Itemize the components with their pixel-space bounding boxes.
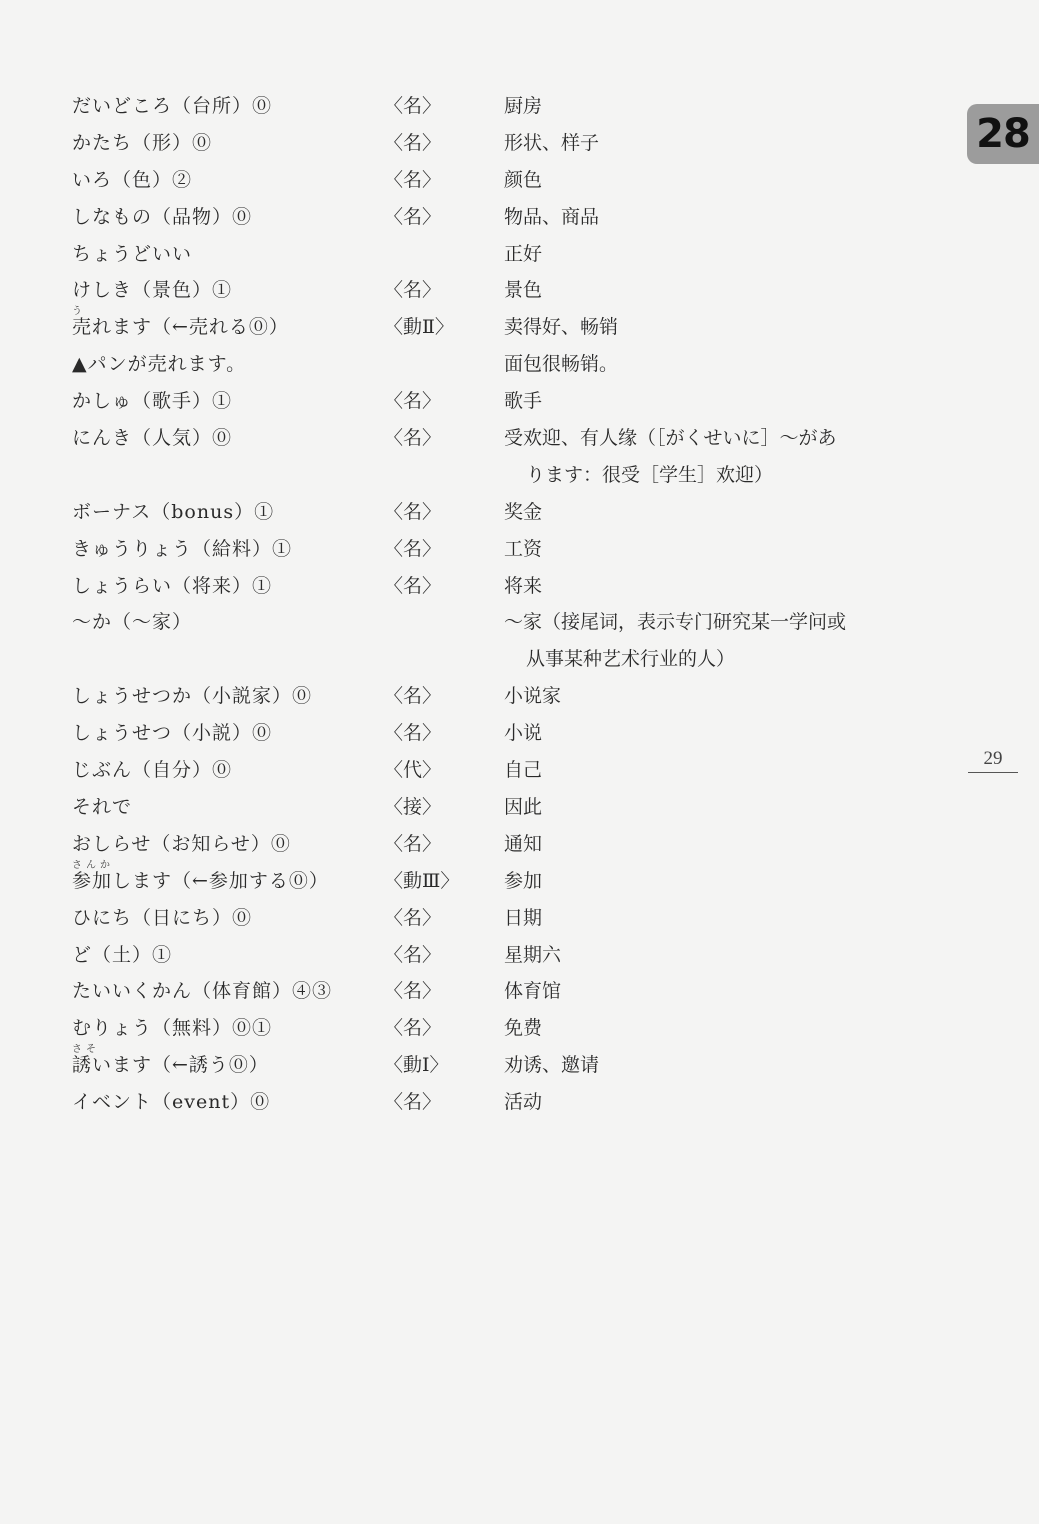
vocab-entry	[72, 494, 932, 531]
lesson-number-tab: 28	[967, 104, 1039, 164]
meaning-text: 通知	[504, 832, 543, 855]
vocab-word: じぶん（自分）⓪	[72, 759, 233, 782]
part-of-speech: 〈名〉	[384, 906, 442, 929]
vocab-meaning	[504, 715, 914, 752]
part-of-speech: 〈動Ⅱ〉	[384, 316, 454, 339]
vocab-meaning	[504, 272, 914, 309]
meaning-continuation: ります：很受［学生］欢迎）	[526, 463, 774, 486]
vocab-entry	[72, 937, 932, 974]
part-of-speech: 〈名〉	[384, 1091, 442, 1114]
meaning-text: 奖金	[504, 500, 543, 523]
vocab-word: しょうせつか（小説家）⓪	[72, 685, 313, 708]
word-with-furigana	[72, 306, 289, 346]
vocab-meaning	[504, 863, 914, 900]
vocab-word: かしゅ（歌手）①	[72, 390, 233, 413]
meaning-text: 颜色	[504, 168, 543, 191]
meaning-text: 体育馆	[504, 980, 562, 1003]
part-of-speech: 〈名〉	[384, 205, 442, 228]
vocab-entry	[72, 125, 932, 162]
part-of-speech: 〈名〉	[384, 1017, 442, 1040]
vocab-word: たいいくかん（体育館）④③	[72, 980, 333, 1003]
vocab-meaning	[504, 531, 914, 568]
page-number: 29	[983, 748, 1003, 769]
part-of-speech: 〈名〉	[384, 685, 442, 708]
vocab-meaning	[504, 199, 914, 236]
vocab-word: それで	[72, 795, 133, 818]
part-of-speech: 〈代〉	[384, 759, 442, 782]
meaning-text: 小说	[504, 722, 543, 745]
vocab-entry	[72, 88, 932, 125]
vocab-meaning	[504, 346, 914, 383]
vocab-word: いろ（色）②	[72, 168, 193, 191]
meaning-text: 劝诱、邀请	[504, 1054, 600, 1077]
vocab-entry	[72, 162, 932, 199]
meaning-text: 因此	[504, 795, 543, 818]
vocab-word: むりょう（無料）⓪①	[72, 1017, 273, 1040]
meaning-text: 日期	[504, 906, 543, 929]
meaning-text: 形状、样子	[504, 131, 600, 154]
meaning-text: 星期六	[504, 943, 562, 966]
vocab-word: ど（土）①	[72, 943, 173, 966]
vocab-word	[72, 306, 289, 346]
meaning-text: 免费	[504, 1017, 543, 1040]
meaning-text: ～家（接尾词，表示专门研究某一学问或	[504, 611, 847, 634]
word-text: 売れます（←売れる⓪）	[72, 316, 289, 339]
vocab-entry	[72, 826, 932, 863]
part-of-speech: 〈名〉	[384, 537, 442, 560]
page-number-rule	[968, 772, 1018, 773]
vocab-entry	[72, 531, 932, 568]
meaning-text: 景色	[504, 279, 543, 302]
vocab-entry	[72, 420, 932, 494]
part-of-speech: 〈名〉	[384, 427, 442, 450]
part-of-speech: 〈接〉	[384, 795, 442, 818]
vocab-meaning	[504, 420, 914, 494]
meaning-text: 将来	[504, 574, 543, 597]
part-of-speech: 〈名〉	[384, 279, 442, 302]
part-of-speech: 〈名〉	[384, 574, 442, 597]
vocab-meaning	[504, 568, 914, 605]
meaning-text: 参加	[504, 869, 543, 892]
vocab-entry	[72, 568, 932, 605]
meaning-text: 面包很畅销。	[504, 353, 619, 376]
vocab-meaning	[504, 1084, 914, 1121]
vocab-entry	[72, 1084, 932, 1121]
vocab-entry	[72, 752, 932, 789]
meaning-text: 活动	[504, 1091, 543, 1114]
vocab-meaning	[504, 1047, 914, 1084]
part-of-speech: 〈名〉	[384, 943, 442, 966]
meaning-text: 小说家	[504, 685, 562, 708]
part-of-speech: 〈動Ⅲ〉	[384, 869, 460, 892]
vocab-entry	[72, 1010, 932, 1047]
vocab-entry	[72, 715, 932, 752]
furigana-reading: さんか	[72, 859, 114, 871]
vocab-meaning	[504, 789, 914, 826]
vocab-word	[72, 1044, 269, 1084]
meaning-text: 物品、商品	[504, 205, 600, 228]
vocab-word: ちょうどいい	[72, 242, 193, 265]
part-of-speech: 〈名〉	[384, 500, 442, 523]
vocab-meaning	[504, 752, 914, 789]
vocab-meaning	[504, 383, 914, 420]
vocab-word: イベント（event）⓪	[72, 1091, 271, 1114]
vocab-word: しょうらい（将来）①	[72, 574, 273, 597]
vocab-entry	[72, 900, 932, 937]
part-of-speech: 〈名〉	[384, 832, 442, 855]
meaning-text: 歌手	[504, 390, 543, 413]
vocab-word: おしらせ（お知らせ）⓪	[72, 832, 291, 855]
meaning-continuation: 从事某种艺术行业的人）	[526, 648, 736, 671]
vocab-word: だいどころ（台所）⓪	[72, 95, 273, 117]
vocab-word: ▲パンが売れます。	[72, 353, 247, 376]
vocab-meaning	[504, 937, 914, 974]
vocab-entry	[72, 859, 932, 900]
vocab-word	[72, 859, 329, 900]
vocab-entry	[72, 678, 932, 715]
furigana-reading: う	[72, 306, 86, 318]
vocab-meaning	[504, 1010, 914, 1047]
vocab-meaning	[504, 678, 914, 715]
part-of-speech: 〈名〉	[384, 168, 442, 191]
vocab-meaning	[504, 88, 914, 125]
part-of-speech: 〈動Ⅰ〉	[384, 1054, 449, 1077]
vocab-word: しなもの（品物）⓪	[72, 205, 253, 228]
part-of-speech: 〈名〉	[384, 131, 442, 154]
meaning-text: 厨房	[504, 95, 543, 117]
word-text: 誘います（←誘う⓪）	[72, 1054, 269, 1077]
vocab-word: かたち（形）⓪	[72, 131, 213, 154]
vocab-entry	[72, 789, 932, 826]
vocab-word: きゅうりょう（給料）①	[72, 537, 293, 560]
vocab-meaning	[504, 162, 914, 199]
furigana-reading: さそ	[72, 1044, 100, 1056]
vocab-meaning	[504, 125, 914, 162]
vocab-meaning	[504, 973, 914, 1010]
part-of-speech: 〈名〉	[384, 390, 442, 413]
part-of-speech: 〈名〉	[384, 95, 442, 117]
word-with-furigana	[72, 859, 329, 900]
vocab-entry	[72, 973, 932, 1010]
vocab-entry	[72, 199, 932, 236]
meaning-text: 工资	[504, 537, 543, 560]
vocabulary-list	[72, 88, 932, 1121]
vocab-entry	[72, 1044, 932, 1084]
vocab-entry	[72, 272, 932, 309]
part-of-speech: 〈名〉	[384, 722, 442, 745]
vocab-entry	[72, 346, 932, 383]
vocab-meaning	[504, 826, 914, 863]
vocab-meaning	[504, 309, 914, 346]
word-text: 参加します（←参加する⓪）	[72, 869, 329, 892]
vocab-word: しょうせつ（小説）⓪	[72, 722, 273, 745]
vocab-word: けしき（景色）①	[72, 279, 233, 302]
vocab-meaning	[504, 604, 914, 678]
vocab-word: ～か（～家）	[72, 611, 193, 634]
meaning-text: 受欢迎、有人缘（［がくせいに］～があ	[504, 427, 837, 450]
vocab-meaning	[504, 494, 914, 531]
meaning-text: 正好	[504, 242, 543, 265]
vocab-word: ひにち（日にち）⓪	[72, 906, 253, 929]
vocab-word: ボーナス（bonus）①	[72, 500, 275, 523]
vocab-entry	[72, 236, 932, 273]
vocab-word: にんき（人気）⓪	[72, 427, 233, 450]
meaning-text: 卖得好、畅销	[504, 316, 619, 339]
vocab-meaning	[504, 900, 914, 937]
word-with-furigana	[72, 1044, 269, 1084]
vocab-entry	[72, 383, 932, 420]
vocab-entry	[72, 306, 932, 346]
part-of-speech: 〈名〉	[384, 980, 442, 1003]
vocab-meaning	[504, 236, 914, 273]
vocab-entry	[72, 604, 932, 678]
meaning-text: 自己	[504, 759, 543, 782]
